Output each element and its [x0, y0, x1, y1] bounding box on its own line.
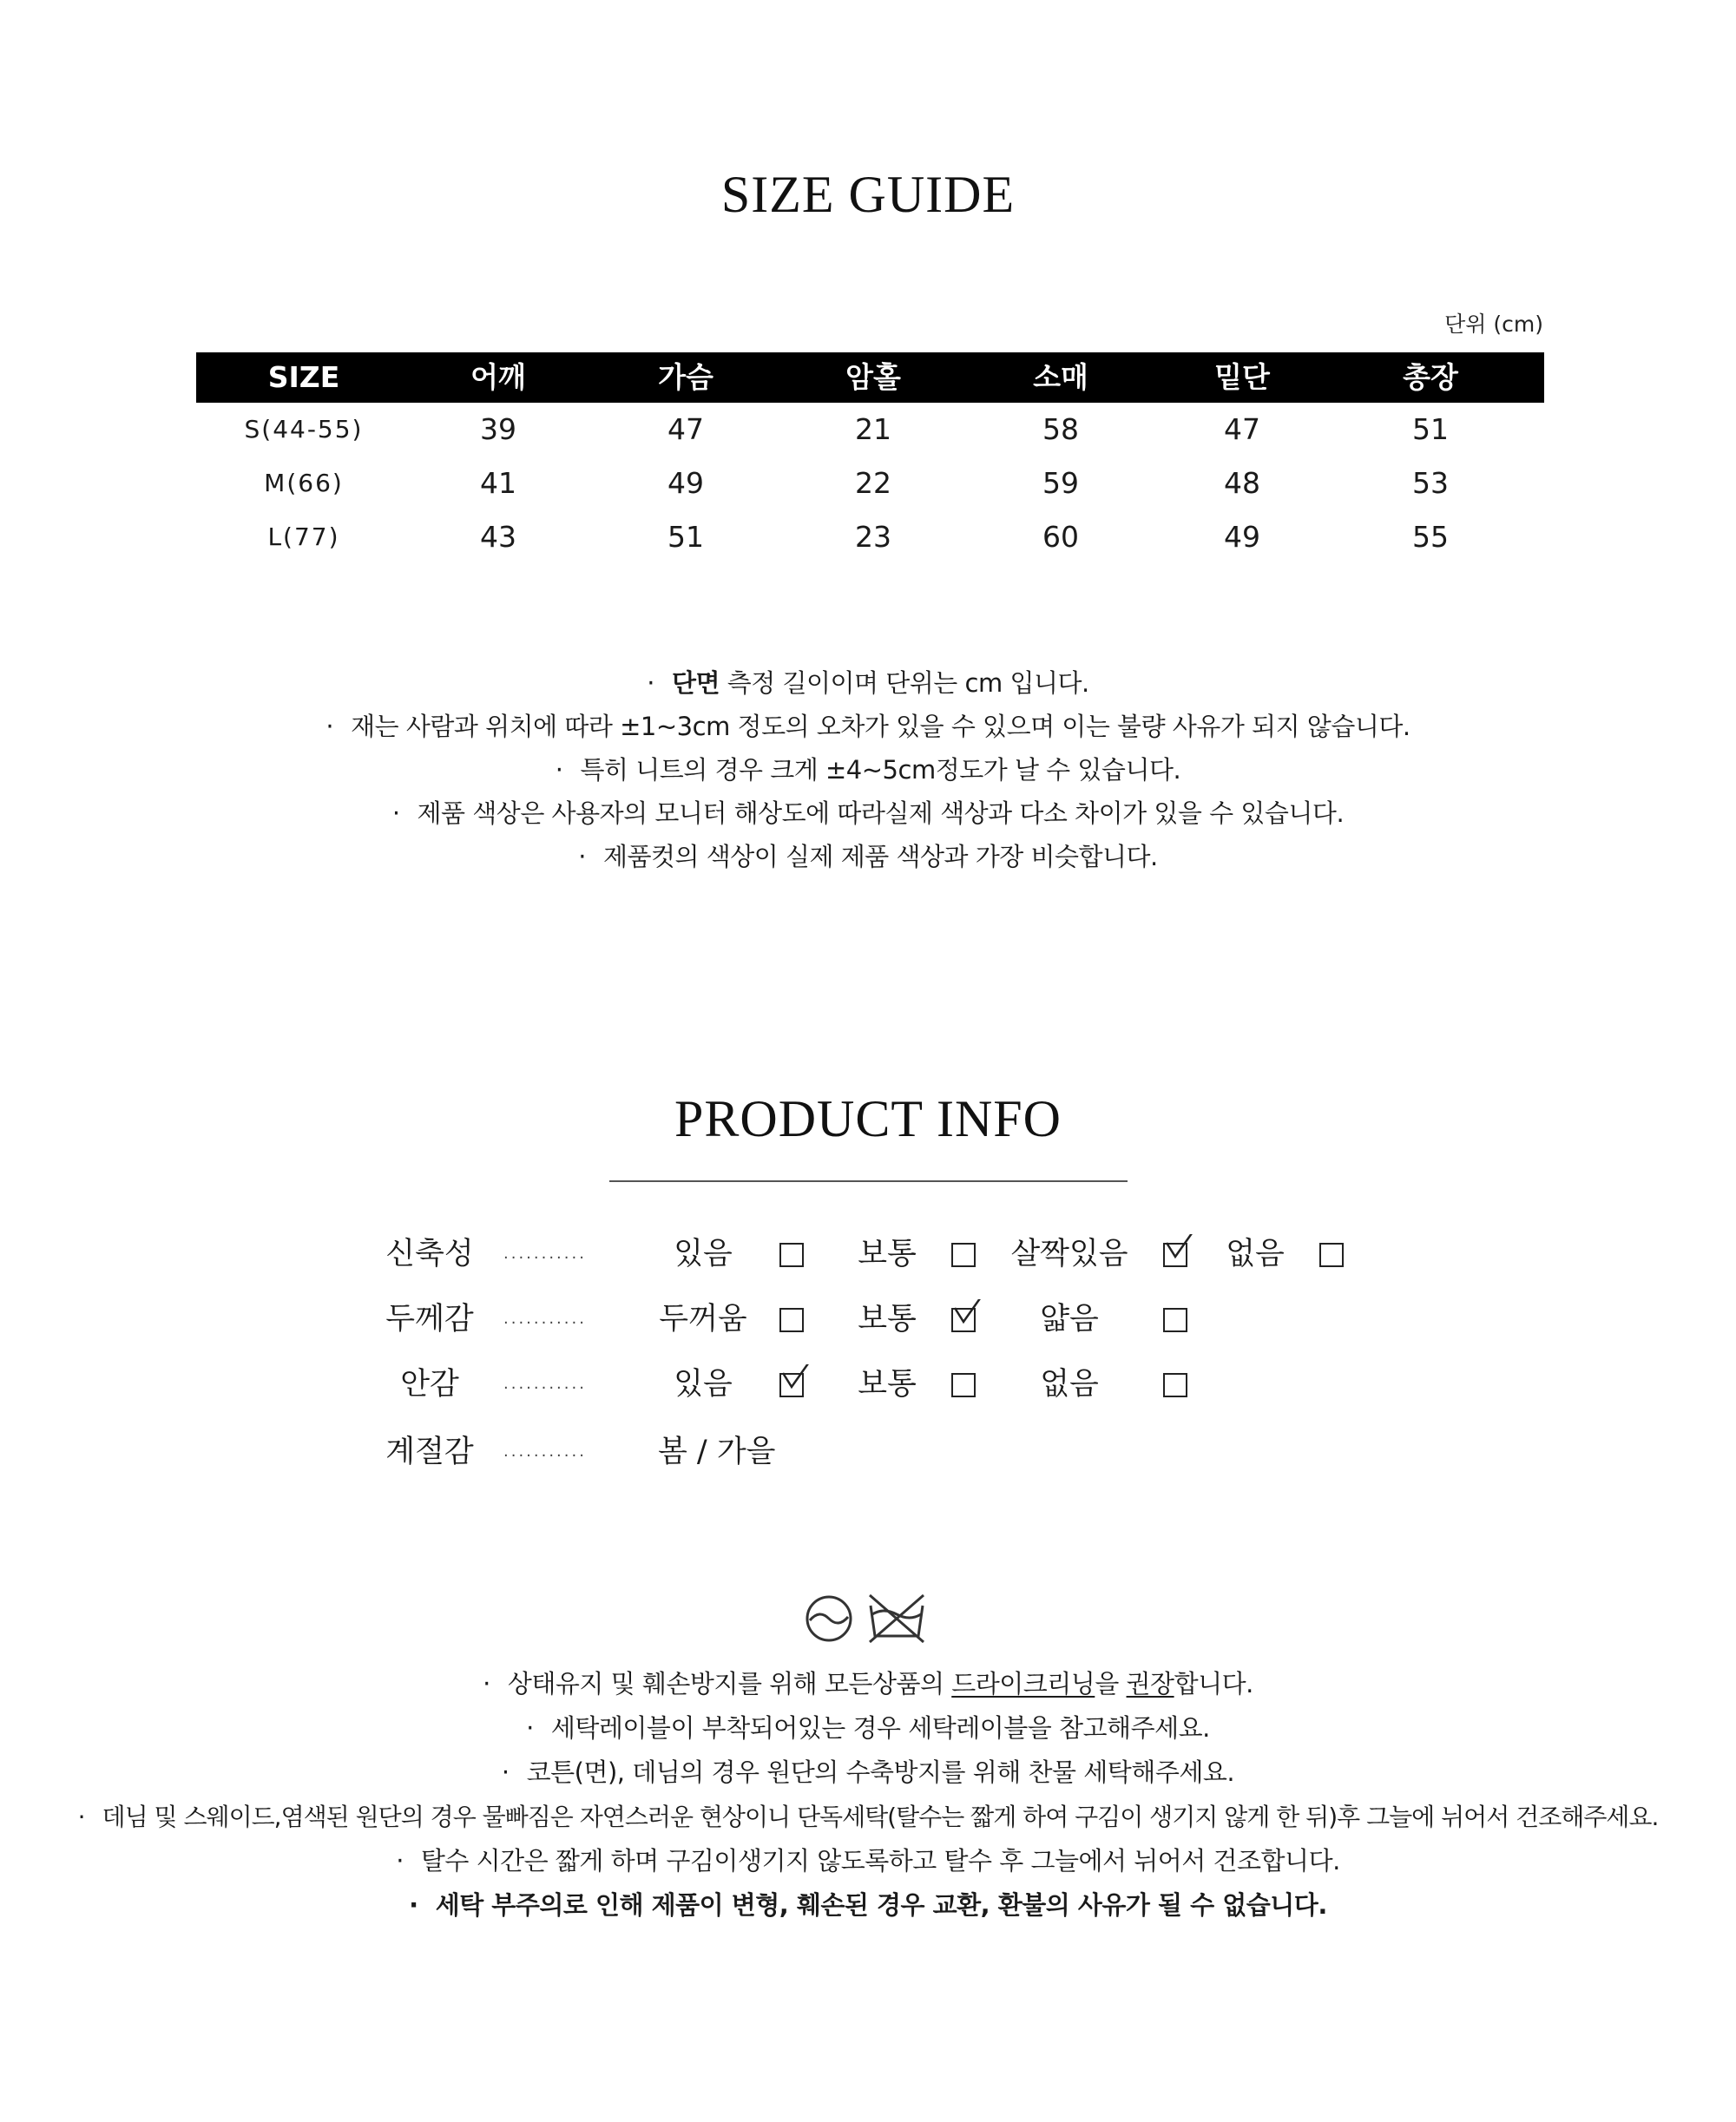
table-cell: 43: [480, 520, 516, 554]
option-label: 있음: [674, 1237, 733, 1271]
header-cell: 밑단: [1214, 360, 1270, 394]
unit-label: 단위 (cm): [1444, 312, 1543, 337]
attribute-label: 두께감: [385, 1302, 474, 1337]
size-note: · 제품 색상은 사용자의 모니터 해상도에 따라실제 색상과 다소 차이가 있을 수 있습니다.: [391, 798, 1345, 828]
header-cell: 암홀: [845, 360, 901, 394]
option-label: 보통: [858, 1367, 917, 1402]
header-cell: 총장: [1403, 360, 1458, 394]
table-cell: 47: [1224, 412, 1260, 446]
attribute-row-stretch: [0, 1224, 1736, 1284]
attribute-label: 안감: [400, 1367, 459, 1402]
attribute-label: 계절감: [385, 1435, 474, 1469]
product-info-title: PRODUCT INFO: [674, 1090, 1062, 1147]
option-checkbox[interactable]: [951, 1373, 976, 1397]
option-checkbox[interactable]: [779, 1308, 804, 1332]
attribute-label: 신축성: [385, 1237, 474, 1271]
care-note: · 코튼(면), 데님의 경우 원단의 수축방지를 위해 찬물 세탁해주세요.: [501, 1757, 1235, 1787]
attribute-row-lining: [0, 1354, 1736, 1415]
size-table-header: [196, 352, 1544, 403]
checkmark-icon: [781, 1364, 816, 1399]
option-checkbox[interactable]: [1163, 1308, 1187, 1332]
table-cell: 51: [667, 520, 704, 554]
size-notes: [0, 661, 1736, 878]
table-cell: 49: [1224, 520, 1260, 554]
care-note: · 세탁 부주의로 인해 제품이 변형, 훼손된 경우 교환, 환불의 사유가 될 수 없습니다.: [409, 1890, 1327, 1920]
dry-clean-icon: [807, 1597, 851, 1640]
dot-leader: ...........: [503, 1245, 587, 1263]
size-note: · 특히 니트의 경우 크게 ±4~5cm정도가 날 수 있습니다.: [555, 755, 1181, 785]
table-cell: 51: [1412, 412, 1449, 446]
table-cell: M(66): [264, 469, 344, 497]
header-cell: 가슴: [658, 360, 713, 394]
care-notes: [0, 1662, 1736, 1928]
option-checkbox[interactable]: [1163, 1373, 1187, 1397]
table-cell: 48: [1224, 466, 1260, 500]
table-cell: 21: [855, 412, 891, 446]
size-note: · 재는 사람과 위치에 따라 ±1~3cm 정도의 오차가 있을 수 있으며 이는 불량 사유가 되지 않습니다.: [326, 712, 1410, 741]
care-note: · 데님 및 스웨이드,염색된 원단의 경우 물빠짐은 자연스러운 현상이니 단독세탁(탈수는 짧게 하여 구김이 생기지 않게 한 뒤)후 그늘에 뉘어서 건조해주세요.: [77, 1803, 1659, 1831]
care-icons: [806, 1588, 936, 1652]
header-cell: SIZE: [267, 360, 340, 394]
size-table: [196, 352, 1544, 564]
table-cell: 23: [855, 520, 891, 554]
option-label: 보통: [858, 1302, 917, 1337]
option-label: 없음: [1040, 1367, 1099, 1402]
table-cell: L(77): [267, 522, 340, 551]
dot-leader: ...........: [503, 1442, 587, 1461]
option-checkbox[interactable]: [779, 1243, 804, 1267]
underlined-text: 드라이크리닝: [951, 1669, 1095, 1698]
option-checkbox-checked[interactable]: [779, 1373, 804, 1397]
table-cell: 49: [667, 466, 704, 500]
table-row: [196, 403, 1544, 457]
season-value: 봄 / 가을: [658, 1435, 776, 1469]
care-note: · 탈수 시간은 짧게 하며 구김이생기지 않도록하고 탈수 후 그늘에서 뉘어서 건조합니다.: [396, 1846, 1340, 1876]
option-checkbox[interactable]: [1319, 1243, 1344, 1267]
attribute-row-season: [0, 1422, 1736, 1482]
care-note: · 상태유지 및 훼손방지를 위해 모든상품의 드라이크리닝을 권장합니다.: [483, 1669, 1253, 1698]
size-note: · 제품컷의 색상이 실제 제품 색상과 가장 비슷합니다.: [578, 842, 1158, 871]
table-cell: 53: [1412, 466, 1449, 500]
table-cell: S(44-55): [244, 415, 364, 443]
table-cell: 55: [1412, 520, 1449, 554]
table-cell: 47: [667, 412, 704, 446]
table-cell: 39: [480, 412, 516, 446]
dot-leader: ...........: [503, 1310, 587, 1328]
option-label: 보통: [858, 1237, 917, 1271]
care-icon-group: [806, 1588, 936, 1649]
option-label: 얇음: [1040, 1302, 1099, 1337]
option-checkbox-checked[interactable]: [951, 1308, 976, 1332]
no-wash-icon: [870, 1595, 924, 1642]
table-row: [196, 457, 1544, 510]
dot-leader: ...........: [503, 1375, 587, 1393]
size-guide-title: SIZE GUIDE: [720, 166, 1016, 223]
table-cell: 22: [855, 466, 891, 500]
table-cell: 60: [1042, 520, 1079, 554]
option-checkbox[interactable]: [951, 1243, 976, 1267]
divider: [609, 1180, 1128, 1182]
header-cell: 어깨: [470, 360, 526, 394]
option-label: 살짝있음: [1010, 1237, 1128, 1271]
option-label: 있음: [674, 1367, 733, 1402]
option-label: 없음: [1226, 1237, 1285, 1271]
attribute-row-thickness: [0, 1289, 1736, 1350]
size-note: · 단면 측정 길이이며 단위는 cm 입니다.: [647, 668, 1089, 698]
table-cell: 59: [1042, 466, 1079, 500]
checkmark-icon: [953, 1299, 988, 1334]
table-cell: 58: [1042, 412, 1079, 446]
header-cell: 소매: [1033, 360, 1088, 394]
size-note-bold: 단면: [672, 668, 720, 698]
table-cell: 41: [480, 466, 516, 500]
care-note: · 세탁레이블이 부착되어있는 경우 세탁레이블을 참고해주세요.: [526, 1713, 1210, 1743]
table-row: [196, 510, 1544, 564]
option-label: 두꺼움: [659, 1302, 747, 1337]
underlined-text: 권장: [1126, 1669, 1174, 1698]
